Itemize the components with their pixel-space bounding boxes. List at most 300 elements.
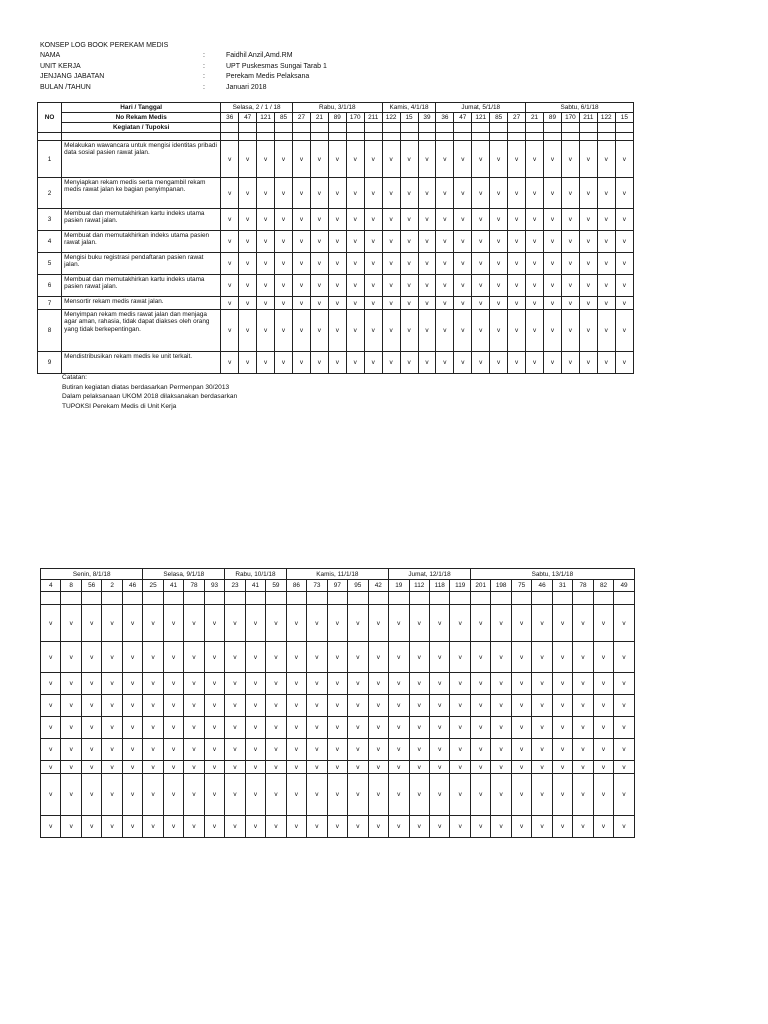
col-kegiatan-header: Kegiatan / Tupoksi <box>62 123 221 133</box>
check-mark: v <box>552 774 572 816</box>
record-number: 97 <box>327 580 347 592</box>
check-mark: v <box>221 141 239 178</box>
check-mark: v <box>221 310 239 352</box>
check-mark: v <box>389 673 409 695</box>
header-row-nama <box>40 51 327 61</box>
header-value: Perekam Medis Pelaksana <box>226 73 310 81</box>
day-header: Kamis, 4/1/18 <box>382 103 436 113</box>
check-mark: v <box>102 739 122 761</box>
blank-cell <box>597 123 615 133</box>
check-mark: v <box>266 673 286 695</box>
check-mark: v <box>454 253 472 275</box>
check-mark: v <box>310 141 328 178</box>
notes-line: Catatan: <box>62 374 87 381</box>
check-mark: v <box>41 717 61 739</box>
check-mark: v <box>436 231 454 253</box>
check-mark: v <box>307 816 327 838</box>
check-mark: v <box>122 642 142 673</box>
blank-cell <box>221 133 239 141</box>
check-mark: v <box>450 739 471 761</box>
check-mark: v <box>348 673 368 695</box>
record-number: 75 <box>511 580 531 592</box>
task-row <box>41 605 635 642</box>
check-mark: v <box>41 673 61 695</box>
check-mark: v <box>143 605 163 642</box>
check-mark: v <box>573 717 593 739</box>
check-mark: v <box>508 352 526 374</box>
check-mark: v <box>597 310 615 352</box>
check-mark: v <box>400 178 418 209</box>
check-mark: v <box>561 141 579 178</box>
check-mark: v <box>597 253 615 275</box>
blank-cell <box>364 123 382 133</box>
check-mark: v <box>561 178 579 209</box>
record-number: 21 <box>310 113 328 123</box>
check-mark: v <box>328 253 346 275</box>
check-mark: v <box>275 310 293 352</box>
header-value: Januari 2018 <box>226 83 267 91</box>
check-mark: v <box>561 253 579 275</box>
check-mark: v <box>61 673 81 695</box>
blank-cell <box>184 592 204 605</box>
check-mark: v <box>470 695 490 717</box>
check-mark: v <box>472 209 490 231</box>
document-title-row <box>40 41 327 51</box>
check-mark: v <box>490 178 508 209</box>
day-header: Jumat, 12/1/18 <box>389 569 471 580</box>
check-mark: v <box>597 352 615 374</box>
check-mark: v <box>364 231 382 253</box>
check-mark: v <box>418 209 436 231</box>
check-mark: v <box>346 141 364 178</box>
check-mark: v <box>61 605 81 642</box>
check-mark: v <box>454 352 472 374</box>
check-mark: v <box>225 695 245 717</box>
check-mark: v <box>225 761 245 774</box>
record-number: 122 <box>382 113 400 123</box>
blank-cell <box>511 592 531 605</box>
check-mark: v <box>579 141 597 178</box>
check-mark: v <box>122 761 142 774</box>
check-mark: v <box>310 178 328 209</box>
check-mark: v <box>328 209 346 231</box>
check-mark: v <box>327 673 347 695</box>
check-mark: v <box>221 297 239 310</box>
check-mark: v <box>532 642 552 673</box>
check-mark: v <box>490 209 508 231</box>
check-mark: v <box>552 739 572 761</box>
check-mark: v <box>41 774 61 816</box>
check-mark: v <box>454 141 472 178</box>
check-mark: v <box>204 605 225 642</box>
check-mark: v <box>286 816 306 838</box>
check-mark: v <box>508 310 526 352</box>
check-mark: v <box>221 209 239 231</box>
check-mark: v <box>307 717 327 739</box>
check-mark: v <box>364 141 382 178</box>
record-number: 85 <box>490 113 508 123</box>
check-mark: v <box>490 231 508 253</box>
check-mark: v <box>310 275 328 297</box>
check-mark: v <box>579 231 597 253</box>
spacer-row <box>41 592 635 605</box>
check-mark: v <box>102 605 122 642</box>
check-mark: v <box>364 253 382 275</box>
check-mark: v <box>511 761 531 774</box>
check-mark: v <box>389 761 409 774</box>
check-mark: v <box>348 642 368 673</box>
blank-cell <box>436 133 454 141</box>
check-mark: v <box>511 605 531 642</box>
task-description: Membuat dan memutakhirkan kartu indeks utama pasien rawat jalan. <box>62 209 221 231</box>
check-mark: v <box>245 695 265 717</box>
check-mark: v <box>257 209 275 231</box>
check-mark: v <box>41 605 61 642</box>
check-mark: v <box>286 774 306 816</box>
blank-cell <box>245 592 265 605</box>
blank-cell <box>526 123 544 133</box>
record-number: 59 <box>266 580 286 592</box>
blank-cell <box>275 133 293 141</box>
blank-cell <box>490 123 508 133</box>
check-mark: v <box>286 605 306 642</box>
task-row <box>41 673 635 695</box>
check-mark: v <box>579 209 597 231</box>
check-mark: v <box>368 816 389 838</box>
check-mark: v <box>454 231 472 253</box>
check-mark: v <box>450 695 471 717</box>
check-mark: v <box>143 717 163 739</box>
record-number: 47 <box>239 113 257 123</box>
check-mark: v <box>346 297 364 310</box>
record-number: 4 <box>41 580 61 592</box>
check-mark: v <box>81 739 101 761</box>
check-mark: v <box>561 310 579 352</box>
check-mark: v <box>348 717 368 739</box>
blank-cell <box>204 592 225 605</box>
check-mark: v <box>450 761 471 774</box>
check-mark: v <box>409 761 429 774</box>
check-mark: v <box>266 774 286 816</box>
check-mark: v <box>310 209 328 231</box>
check-mark: v <box>526 178 544 209</box>
check-mark: v <box>561 297 579 310</box>
check-mark: v <box>508 231 526 253</box>
check-mark: v <box>418 231 436 253</box>
record-number: 15 <box>615 113 633 123</box>
check-mark: v <box>382 141 400 178</box>
check-mark: v <box>382 253 400 275</box>
check-mark: v <box>614 774 635 816</box>
check-mark: v <box>163 695 183 717</box>
check-mark: v <box>450 717 471 739</box>
check-mark: v <box>327 642 347 673</box>
check-mark: v <box>579 178 597 209</box>
blank-cell <box>544 133 562 141</box>
check-mark: v <box>364 275 382 297</box>
blank-cell <box>436 123 454 133</box>
blank-cell <box>38 133 62 141</box>
check-mark: v <box>143 673 163 695</box>
check-mark: v <box>81 761 101 774</box>
check-mark: v <box>307 739 327 761</box>
check-mark: v <box>163 605 183 642</box>
check-mark: v <box>511 717 531 739</box>
check-mark: v <box>491 695 511 717</box>
check-mark: v <box>239 297 257 310</box>
check-mark: v <box>102 717 122 739</box>
check-mark: v <box>511 695 531 717</box>
check-mark: v <box>245 761 265 774</box>
check-mark: v <box>328 352 346 374</box>
record-number: 15 <box>400 113 418 123</box>
header-label: BULAN /TAHUN <box>40 83 91 91</box>
col-no-header: NO <box>38 103 62 133</box>
check-mark: v <box>409 605 429 642</box>
check-mark: v <box>348 605 368 642</box>
check-mark: v <box>490 297 508 310</box>
check-mark: v <box>275 253 293 275</box>
check-mark: v <box>348 761 368 774</box>
check-mark: v <box>122 717 142 739</box>
blank-cell <box>454 133 472 141</box>
check-mark: v <box>450 816 471 838</box>
check-mark: v <box>491 717 511 739</box>
check-mark: v <box>348 816 368 838</box>
check-mark: v <box>491 761 511 774</box>
check-mark: v <box>163 739 183 761</box>
check-mark: v <box>614 717 635 739</box>
check-mark: v <box>552 695 572 717</box>
check-mark: v <box>573 605 593 642</box>
record-number: 201 <box>470 580 490 592</box>
blank-cell <box>257 133 275 141</box>
check-mark: v <box>346 178 364 209</box>
record-number: 27 <box>293 113 311 123</box>
check-mark: v <box>368 642 389 673</box>
check-mark: v <box>245 774 265 816</box>
record-number: 89 <box>544 113 562 123</box>
check-mark: v <box>389 717 409 739</box>
check-mark: v <box>143 774 163 816</box>
check-mark: v <box>286 761 306 774</box>
blank-cell <box>348 592 368 605</box>
blank-cell <box>275 123 293 133</box>
header-value: Faidhil Anzil,Amd.RM <box>226 52 293 60</box>
check-mark: v <box>245 605 265 642</box>
blank-cell <box>293 123 311 133</box>
check-mark: v <box>143 642 163 673</box>
task-number: 5 <box>38 253 62 275</box>
day-header: Sabtu, 6/1/18 <box>526 103 634 113</box>
blank-cell <box>593 592 613 605</box>
check-mark: v <box>400 352 418 374</box>
blank-cell <box>400 133 418 141</box>
check-mark: v <box>225 673 245 695</box>
record-number: 170 <box>561 113 579 123</box>
check-mark: v <box>163 761 183 774</box>
check-mark: v <box>472 297 490 310</box>
check-mark: v <box>532 717 552 739</box>
check-mark: v <box>450 774 471 816</box>
blank-cell <box>143 592 163 605</box>
check-mark: v <box>593 761 613 774</box>
check-mark: v <box>508 253 526 275</box>
check-mark: v <box>614 816 635 838</box>
check-mark: v <box>184 695 204 717</box>
blank-cell <box>454 123 472 133</box>
header-label: NAMA <box>40 52 61 60</box>
check-mark: v <box>184 673 204 695</box>
task-description: Mengisi buku registrasi pendaftaran pasien rawat jalan. <box>62 253 221 275</box>
check-mark: v <box>221 352 239 374</box>
task-description: Membuat dan memutakhirkan kartu indeks utama pasien rawat jalan. <box>62 275 221 297</box>
check-mark: v <box>61 695 81 717</box>
check-mark: v <box>526 297 544 310</box>
check-mark: v <box>81 673 101 695</box>
check-mark: v <box>266 642 286 673</box>
col-rekam-header: No Rekam Medis <box>62 113 221 123</box>
check-mark: v <box>552 642 572 673</box>
check-mark: v <box>102 774 122 816</box>
task-row <box>41 695 635 717</box>
check-mark: v <box>239 275 257 297</box>
header-colon: : <box>203 52 205 60</box>
check-mark: v <box>307 642 327 673</box>
check-mark: v <box>328 178 346 209</box>
header-row-unit-kerja <box>40 62 327 72</box>
check-mark: v <box>508 275 526 297</box>
check-mark: v <box>573 761 593 774</box>
check-mark: v <box>544 352 562 374</box>
check-mark: v <box>544 275 562 297</box>
check-mark: v <box>436 209 454 231</box>
blank-cell <box>508 123 526 133</box>
check-mark: v <box>245 816 265 838</box>
blank-cell <box>508 133 526 141</box>
task-number: 3 <box>38 209 62 231</box>
task-row <box>38 209 634 231</box>
check-mark: v <box>470 739 490 761</box>
check-mark: v <box>204 774 225 816</box>
blank-cell <box>221 123 239 133</box>
day-header: Jumat, 5/1/18 <box>436 103 526 113</box>
check-mark: v <box>225 717 245 739</box>
check-mark: v <box>204 816 225 838</box>
day-header: Rabu, 3/1/18 <box>293 103 383 113</box>
blank-cell <box>470 592 490 605</box>
check-mark: v <box>436 310 454 352</box>
day-header: Selasa, 9/1/18 <box>143 569 225 580</box>
blank-cell <box>307 592 327 605</box>
day-header: Senin, 8/1/18 <box>41 569 143 580</box>
check-mark: v <box>204 673 225 695</box>
check-mark: v <box>61 761 81 774</box>
check-mark: v <box>561 209 579 231</box>
task-number: 7 <box>38 297 62 310</box>
check-mark: v <box>368 695 389 717</box>
check-mark: v <box>436 253 454 275</box>
blank-cell <box>122 592 142 605</box>
check-mark: v <box>328 275 346 297</box>
check-mark: v <box>389 642 409 673</box>
check-mark: v <box>511 673 531 695</box>
header-row-days <box>38 103 634 113</box>
record-number: 2 <box>102 580 122 592</box>
blank-cell <box>472 133 490 141</box>
record-number: 36 <box>221 113 239 123</box>
check-mark: v <box>275 275 293 297</box>
check-mark: v <box>573 774 593 816</box>
check-mark: v <box>327 717 347 739</box>
check-mark: v <box>491 605 511 642</box>
check-mark: v <box>429 774 449 816</box>
check-mark: v <box>400 310 418 352</box>
check-mark: v <box>409 816 429 838</box>
check-mark: v <box>102 673 122 695</box>
check-mark: v <box>328 231 346 253</box>
check-mark: v <box>552 717 572 739</box>
check-mark: v <box>364 352 382 374</box>
check-mark: v <box>41 695 61 717</box>
record-number: 93 <box>204 580 225 592</box>
check-mark: v <box>143 695 163 717</box>
check-mark: v <box>122 673 142 695</box>
blank-cell <box>310 133 328 141</box>
record-number: 8 <box>61 580 81 592</box>
check-mark: v <box>310 297 328 310</box>
check-mark: v <box>436 141 454 178</box>
check-mark: v <box>526 352 544 374</box>
check-mark: v <box>597 297 615 310</box>
task-number: 6 <box>38 275 62 297</box>
check-mark: v <box>532 673 552 695</box>
check-mark: v <box>593 774 613 816</box>
check-mark: v <box>544 178 562 209</box>
check-mark: v <box>573 642 593 673</box>
record-number: 27 <box>508 113 526 123</box>
record-number: 121 <box>472 113 490 123</box>
check-mark: v <box>81 605 101 642</box>
check-mark: v <box>293 275 311 297</box>
check-mark: v <box>552 761 572 774</box>
check-mark: v <box>293 297 311 310</box>
check-mark: v <box>409 673 429 695</box>
check-mark: v <box>573 739 593 761</box>
blank-cell <box>382 133 400 141</box>
check-mark: v <box>307 774 327 816</box>
check-mark: v <box>561 352 579 374</box>
logbook-table-week-2 <box>40 568 635 838</box>
check-mark: v <box>532 774 552 816</box>
check-mark: v <box>184 774 204 816</box>
blank-cell <box>239 123 257 133</box>
blank-cell <box>615 133 633 141</box>
check-mark: v <box>245 717 265 739</box>
check-mark: v <box>544 297 562 310</box>
check-mark: v <box>41 739 61 761</box>
check-mark: v <box>526 141 544 178</box>
blank-cell <box>579 123 597 133</box>
check-mark: v <box>490 141 508 178</box>
check-mark: v <box>544 310 562 352</box>
check-mark: v <box>436 297 454 310</box>
check-mark: v <box>532 761 552 774</box>
check-mark: v <box>122 816 142 838</box>
check-mark: v <box>266 605 286 642</box>
check-mark: v <box>597 275 615 297</box>
check-mark: v <box>81 816 101 838</box>
